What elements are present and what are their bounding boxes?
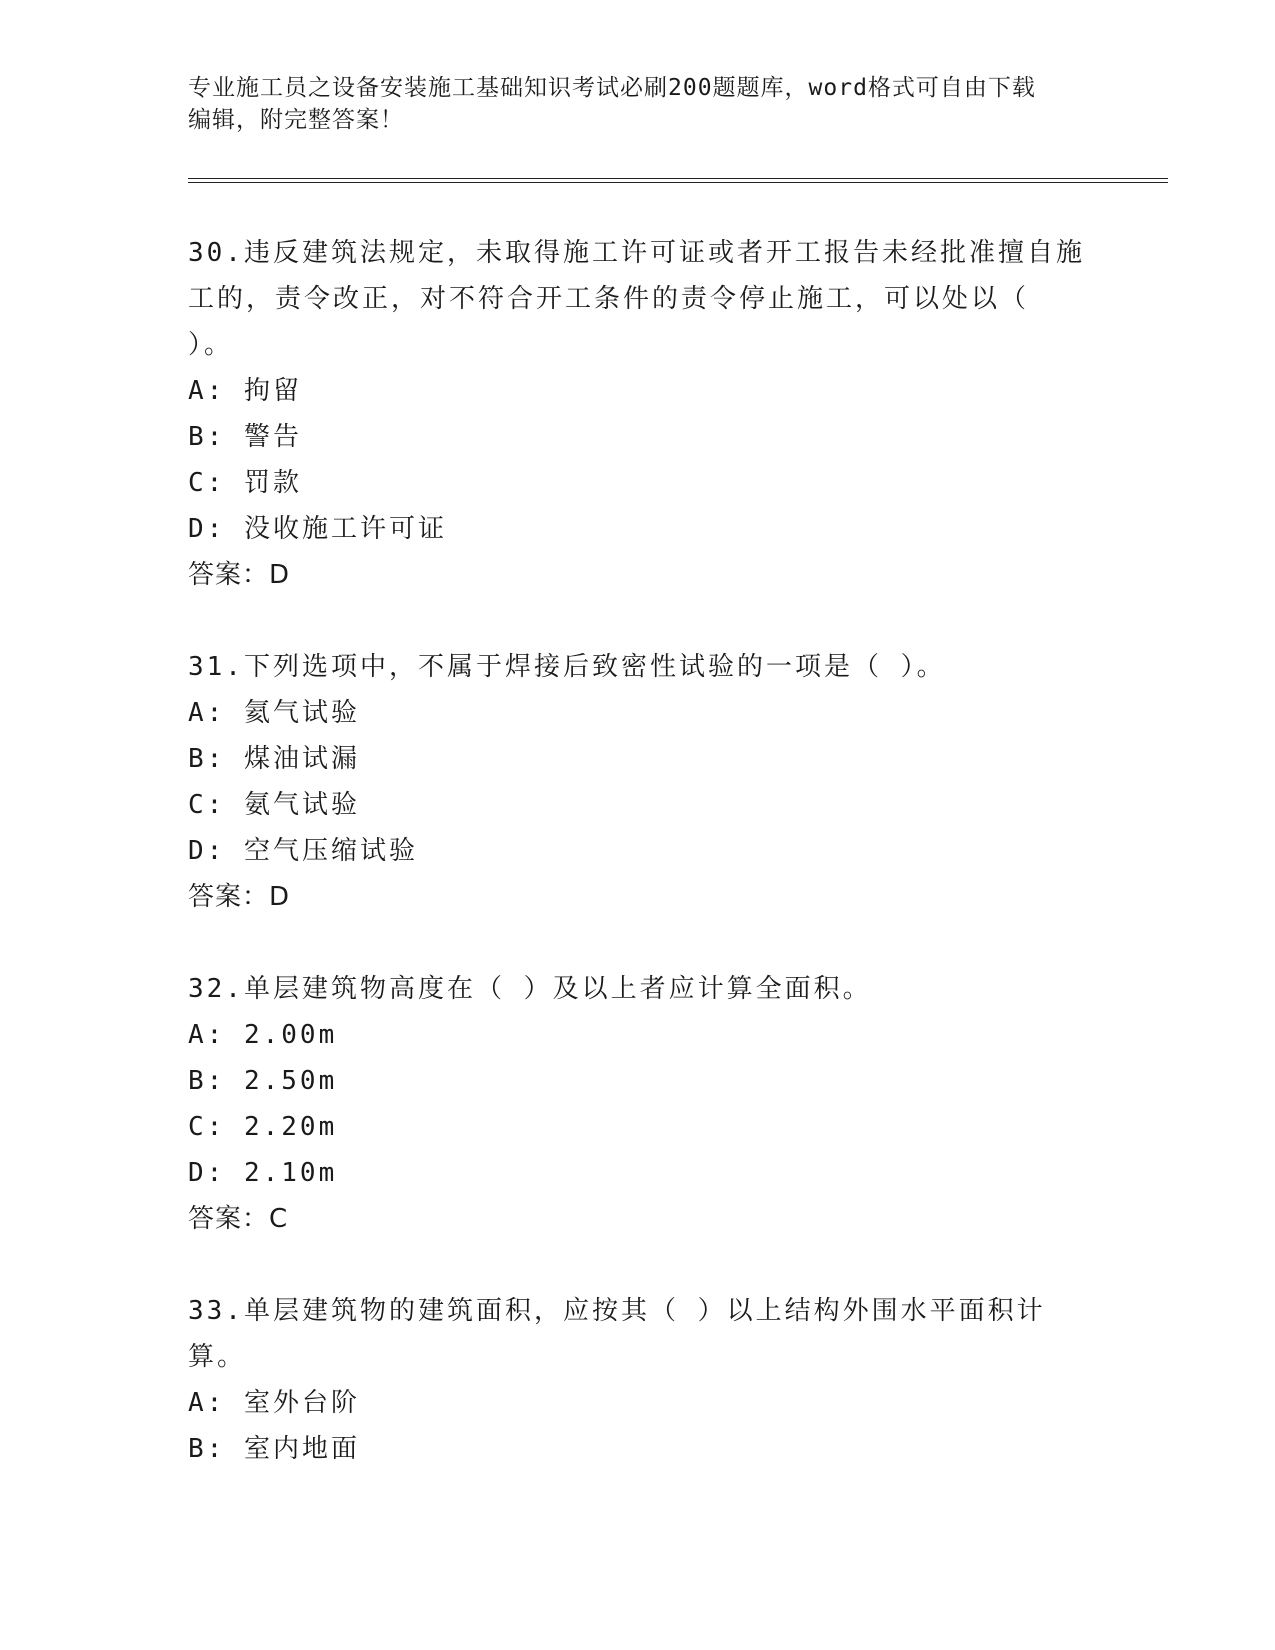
question-33: [188, 1288, 1088, 1472]
header-line-2: 编辑，附完整答案！: [188, 107, 404, 133]
question-31: [188, 644, 1088, 920]
answer-line: 答案：D: [188, 882, 291, 912]
option-b: B: 煤油试漏: [188, 744, 360, 774]
option-c: C: 2.20m: [188, 1112, 338, 1142]
answer-line: 答案：C: [188, 1204, 289, 1234]
question-30: [188, 230, 1088, 598]
option-a: A: 室外台阶: [188, 1388, 360, 1418]
option-b: B: 2.50m: [188, 1066, 338, 1096]
question-text: 31.下列选项中，不属于焊接后致密性试验的一项是（ ）。: [188, 652, 946, 682]
answer-line: 答案：D: [188, 560, 291, 590]
option-a: A: 拘留: [188, 376, 302, 406]
question-text: 30.违反建筑法规定，未取得施工许可证或者开工报告未经批准擅自施工的，责令改正，对不符合开工条件的责令停止施工，可以处以（ ）。: [188, 238, 1085, 360]
header-divider: [188, 178, 1168, 183]
option-b: B: 室内地面: [188, 1434, 360, 1464]
question-text: 33.单层建筑物的建筑面积，应按其（ ）以上结构外围水平面积计算。: [188, 1296, 1046, 1372]
document-header: [188, 72, 1088, 136]
option-d: D: 2.10m: [188, 1158, 338, 1188]
question-text: 32.单层建筑物高度在（ ）及以上者应计算全面积。: [188, 974, 872, 1004]
option-c: C: 罚款: [188, 468, 302, 498]
option-a: A: 2.00m: [188, 1020, 338, 1050]
option-a: A: 氦气试验: [188, 698, 360, 728]
question-32: [188, 966, 1088, 1242]
option-b: B: 警告: [188, 422, 302, 452]
option-c: C: 氨气试验: [188, 790, 360, 820]
option-d: D: 空气压缩试验: [188, 836, 418, 866]
option-d: D: 没收施工许可证: [188, 514, 447, 544]
header-line-1: 专业施工员之设备安装施工基础知识考试必刷200题题库，word格式可自由下载: [188, 75, 1036, 101]
question-list: [188, 230, 1088, 1518]
